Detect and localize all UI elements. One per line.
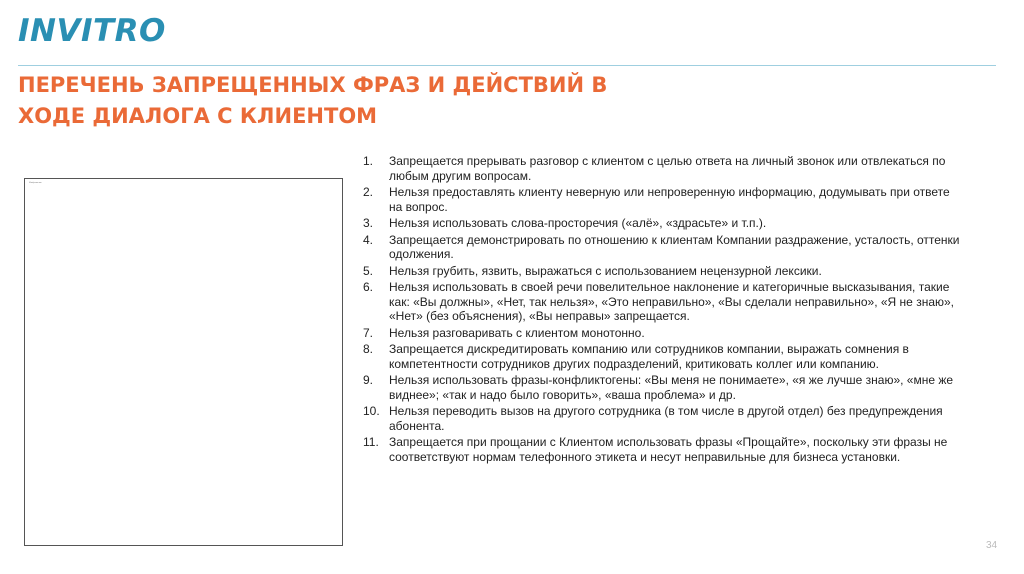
page-number: 34 <box>986 540 998 551</box>
list-item <box>363 264 963 279</box>
image-placeholder <box>24 178 343 546</box>
list-item-text: Запрещается при прощании с Клиентом использовать фразы «Прощайте», поскольку эти фразы не соответствуют нормам телефонного этикета и несут неправильные для бизнеса установки. <box>389 435 948 464</box>
list-item-text: Нельзя переводить вызов на другого сотрудника (в том числе в другой отдел) без предупреждения абонента. <box>389 404 943 433</box>
list-item <box>363 280 963 324</box>
image-placeholder-caption: Изображение <box>29 182 42 184</box>
title-line-2: ХОДЕ ДИАЛОГА С КЛИЕНТОМ <box>18 104 378 128</box>
list-item-number: 11. <box>363 435 379 449</box>
list-item <box>363 233 963 262</box>
list-item <box>363 326 963 341</box>
list-item <box>363 404 963 433</box>
list-item-text: Нельзя использовать в своей речи повелительное наклонение и категоричные высказывания, такие как: «Вы должны», «Нет, так нельзя», «Это неправильно», «Вы сделали неправильно», «Я не знаю», «Нет» (без объяснения), «Вы неправы» запрещается. <box>389 280 955 323</box>
list-item-text: Нельзя использовать слова-просторечия («алё», «здрасьте» и т.п.). <box>389 216 767 230</box>
title-line-1: ПЕРЕЧЕНЬ ЗАПРЕЩЕННЫХ ФРАЗ И ДЕЙСТВИЙ В <box>18 73 608 97</box>
list-item-text: Запрещается дискредитировать компанию или сотрудников компании, выражать сомнения в компетентности сотрудников других подразделений, критиковать коллег или компанию. <box>389 342 909 371</box>
list-item <box>363 154 963 183</box>
list-item-number: 2. <box>363 185 374 199</box>
list-item <box>363 342 963 371</box>
slide-title <box>18 70 738 132</box>
header-divider <box>18 65 996 66</box>
list-item-number: 3. <box>363 216 374 230</box>
list-item-number: 8. <box>363 342 374 356</box>
forbidden-phrases-list <box>363 154 963 466</box>
list-item-text: Запрещается демонстрировать по отношению к клиентам Компании раздражение, усталость, оттенки одолжения. <box>389 232 960 261</box>
list-item-text: Нельзя использовать фразы-конфликтогены: «Вы меня не понимаете», «я же лучше знаю», «мне же виднее»; «так и надо было говорить», «ваша проблема» и др. <box>389 373 954 402</box>
list-item-number: 4. <box>363 232 374 247</box>
list-item <box>363 435 963 464</box>
list-item-number: 9. <box>363 373 374 387</box>
invitro-logo: INVITRO <box>18 13 166 49</box>
list-item-number: 7. <box>363 325 374 340</box>
list-item-number: 10. <box>363 404 380 418</box>
list-item-number: 5. <box>363 263 374 278</box>
list-item-text: Запрещается прерывать разговор с клиентом с целью ответа на личный звонок или отвлекаться по любым другим вопросам. <box>389 154 946 183</box>
list-item-number: 6. <box>363 280 374 294</box>
list-item <box>363 373 963 402</box>
list-item-number: 1. <box>363 154 374 168</box>
list-item-text: Нельзя разговаривать с клиентом монотонно. <box>389 325 645 340</box>
list-item-text: Нельзя грубить, язвить, выражаться с использованием нецензурной лексики. <box>389 263 822 278</box>
list-item <box>363 216 963 231</box>
list-item-text: Нельзя предоставлять клиенту неверную или непроверенную информацию, додумывать при ответе на вопрос. <box>389 185 950 214</box>
list-item <box>363 185 963 214</box>
